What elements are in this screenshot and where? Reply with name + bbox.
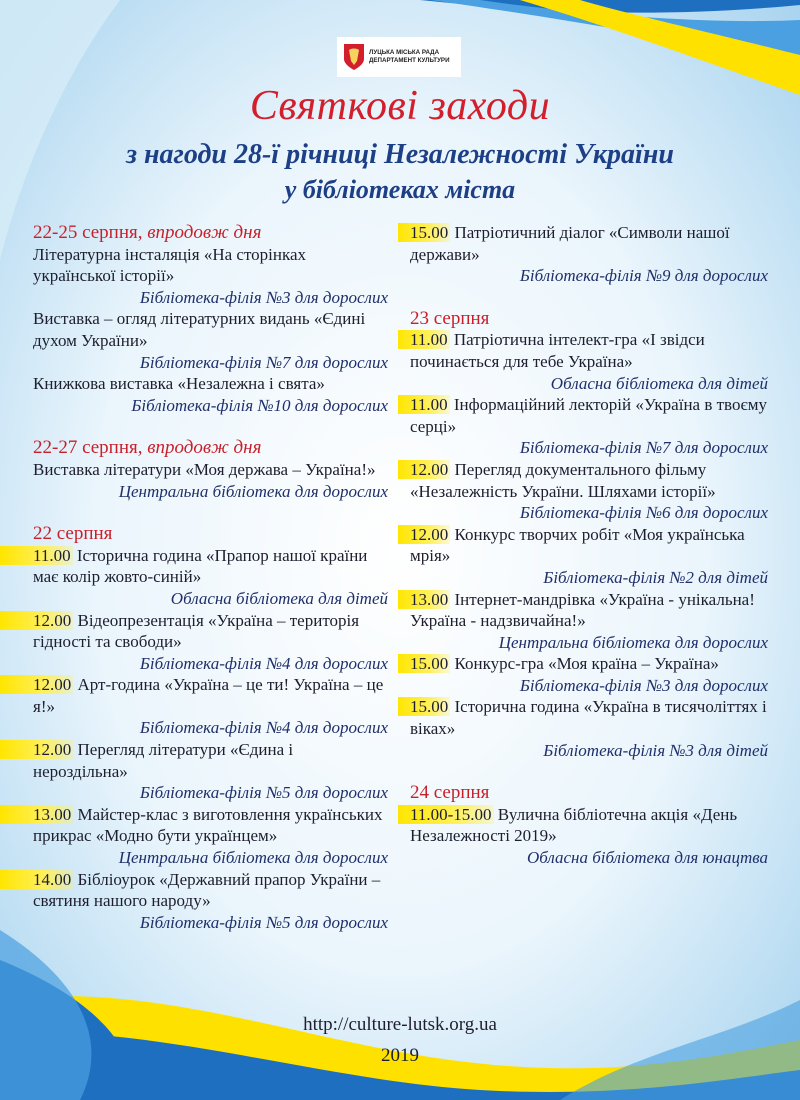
event-venue: Бібліотека-філія №5 для дорослих <box>139 783 388 803</box>
event-venue: Обласна бібліотека для юнацтва <box>526 848 768 868</box>
event-venue: Центральна бібліотека для дорослих <box>118 848 388 868</box>
page-subtitle-2: у бібліотеках міста <box>284 175 516 204</box>
event-text: Виставка – огляд літературних видань «Єдині духом України» <box>33 309 366 350</box>
event-venue: Центральна бібліотека для дорослих <box>498 632 768 652</box>
event-text: 11.00-15.00 Вулична бібліотечна акція «День Незалежності 2019» <box>410 804 768 847</box>
event-text: 12.00 Перегляд документального фільму «Незалежність України. Шляхами історії» <box>410 459 768 502</box>
event-time: 15.00 <box>398 697 450 716</box>
event-venue: Бібліотека-філія №9 для дорослих <box>519 266 768 286</box>
logo <box>337 37 461 77</box>
event-venue: Бібліотека-філія №3 для дорослих <box>139 287 388 307</box>
event-time: 12.00 <box>398 460 450 479</box>
page-title: Святкові заходи <box>249 83 551 129</box>
event-time: 11.00 <box>398 330 450 349</box>
event-venue: Бібліотека-філія №3 для дорослих <box>519 675 768 695</box>
event-venue: Центральна бібліотека для дорослих <box>118 481 388 501</box>
logo-line-1: ЛУЦЬКА МІСЬКА РАДА <box>369 49 440 56</box>
event-time: 11.00 <box>0 546 73 565</box>
event-text: 14.00 Бібліоурок «Державний прапор України – святиня нашого народу» <box>33 869 388 912</box>
event-text: 11.00 Історична година «Прапор нашої країни має колір жовто-синій» <box>33 545 388 588</box>
event-venue: Бібліотека-філія №6 для дорослих <box>519 503 768 523</box>
event-text: 15.00 Конкурс-гра «Моя країна – Україна» <box>410 653 768 675</box>
event-venue: Бібліотека-філія №7 для дорослих <box>519 438 768 458</box>
event-text: 13.00 Інтернет-мандрівка «Україна - унікальна! Україна - надзвичайна!» <box>410 589 768 632</box>
event-text: 12.00 Відеопрезентація «Україна – територія гідності та свободи» <box>33 610 388 653</box>
event-time: 15.00 <box>398 654 450 673</box>
event-text: Виставка літератури «Моя держава – Україна!» <box>33 459 376 479</box>
event-text: 15.00 Патріотичний діалог «Символи нашої держави» <box>410 222 768 265</box>
right-column <box>410 222 768 869</box>
event-time: 12.00 <box>398 525 450 544</box>
event-time: 11.00-15.00 <box>398 805 494 824</box>
date-heading: 22-25 серпня, впродовж дня <box>33 222 262 243</box>
event-text: 12.00 Конкурс творчих робіт «Моя українська мрія» <box>410 524 768 567</box>
event-time: 12.00 <box>0 740 73 759</box>
event-time: 14.00 <box>0 870 73 889</box>
event-venue: Обласна бібліотека для дітей <box>550 373 768 393</box>
event-text: Літературна інсталяція «На сторінках української історії» <box>33 244 307 286</box>
date-heading: 23 серпня <box>410 307 490 329</box>
event-text: 12.00 Перегляд літератури «Єдина і нероздільна» <box>33 739 388 782</box>
event-venue: Бібліотека-філія №2 для дітей <box>543 567 768 587</box>
event-time: 12.00 <box>0 675 73 694</box>
event-time: 15.00 <box>398 223 450 242</box>
event-text: 11.00 Патріотична інтелект-гра «І звідси починається для тебе Україна» <box>410 329 768 372</box>
event-text: 13.00 Майстер-клас з виготовлення українських прикрас «Модно бути українцем» <box>33 804 388 847</box>
city-crest-icon <box>343 43 365 71</box>
date-heading: 22-27 серпня, впродовж дня <box>33 437 262 459</box>
event-text: 15.00 Історична година «Україна в тисячоліттях і віках» <box>410 696 768 739</box>
event-venue: Бібліотека-філія №4 для дорослих <box>139 653 388 673</box>
page-subtitle: з нагоди 28-ї річниці Незалежності України <box>126 139 674 170</box>
event-text: Книжкова виставка «Незалежна і свята» <box>33 374 325 394</box>
date-heading: 24 серпня <box>410 782 490 804</box>
event-venue: Бібліотека-філія №10 для дорослих <box>131 395 388 415</box>
event-time: 13.00 <box>0 805 73 824</box>
event-venue: Бібліотека-філія №3 для дітей <box>543 740 768 760</box>
event-time: 12.00 <box>0 611 73 630</box>
date-heading: 22 серпня <box>33 523 113 545</box>
website-url[interactable]: http://culture-lutsk.org.ua <box>303 1014 497 1035</box>
event-time: 11.00 <box>398 395 450 414</box>
event-time: 13.00 <box>398 590 450 609</box>
year: 2019 <box>381 1045 419 1066</box>
event-text: 11.00 Інформаційний лекторій «Україна в твоєму серці» <box>410 394 768 437</box>
event-venue: Бібліотека-філія №4 для дорослих <box>139 718 388 738</box>
event-venue: Обласна бібліотека для дітей <box>170 588 388 608</box>
logo-line-2: ДЕПАРТАМЕНТ КУЛЬТУРИ <box>369 57 450 64</box>
event-text: 12.00 Арт-година «Україна – це ти! Україна – це я!» <box>33 674 388 717</box>
event-venue: Бібліотека-філія №5 для дорослих <box>139 912 388 932</box>
event-venue: Бібліотека-філія №7 для дорослих <box>139 352 388 372</box>
left-column <box>33 222 388 933</box>
